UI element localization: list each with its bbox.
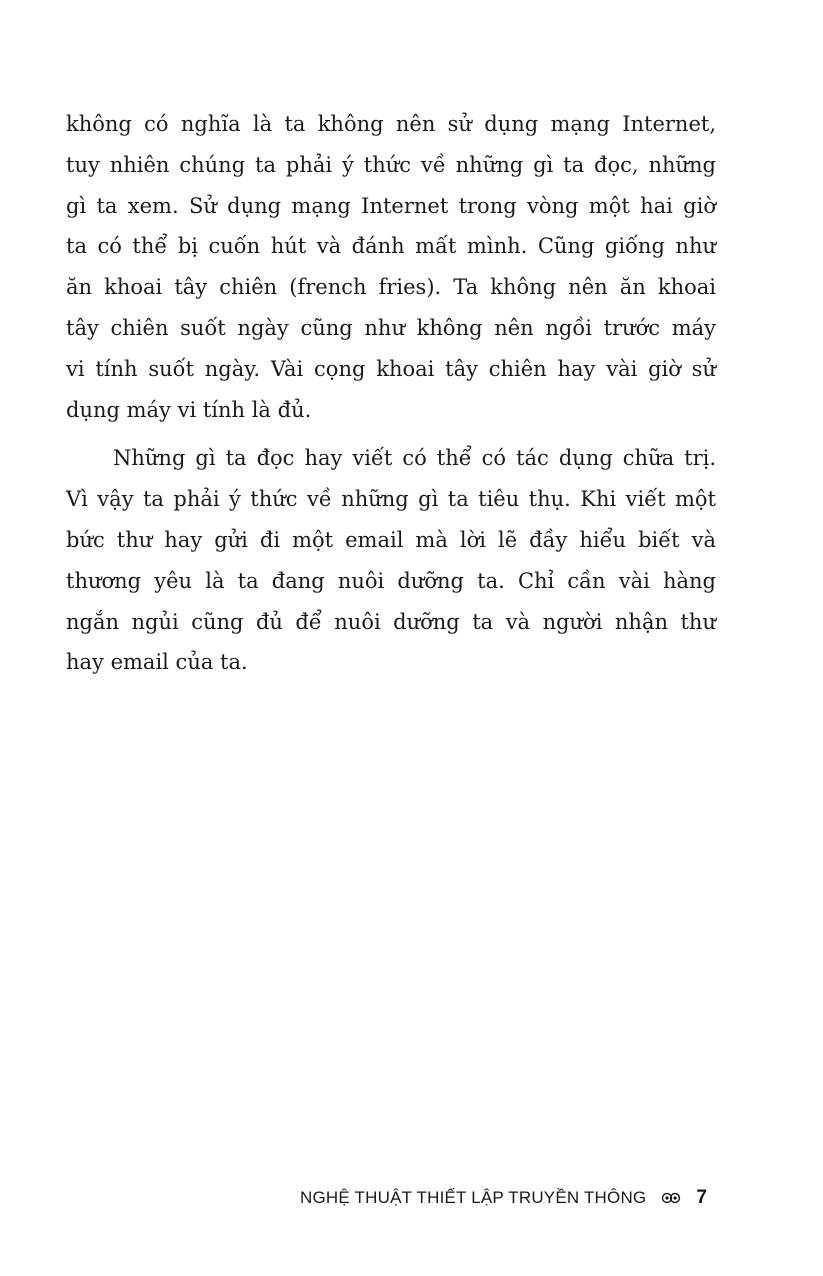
page-footer	[300, 1184, 707, 1212]
paragraph-1	[66, 104, 716, 430]
paragraph-2	[66, 438, 716, 683]
text-line: Những gì ta đọc hay viết có thể có tác dụng chữa trị.	[113, 446, 716, 471]
text-line: dụng máy vi tính là đủ.	[66, 397, 312, 422]
text-line: ăn khoai tây chiên (french fries). Ta không nên ăn khoai	[66, 275, 716, 300]
text-line: ta có thể bị cuốn hút và đánh mất mình. Cũng giống như	[66, 234, 716, 259]
text-line: vi tính suốt ngày. Vài cọng khoai tây chiên hay vài giờ sử	[66, 356, 716, 381]
text-line: gì ta xem. Sử dụng mạng Internet trong vòng một hai giờ	[66, 193, 716, 218]
text-line: bức thư hay gửi đi một email mà lời lẽ đầy hiểu biết và	[66, 527, 716, 552]
body-text	[66, 104, 716, 683]
paragraph-gap	[66, 430, 716, 438]
text-line: hay email của ta.	[66, 650, 248, 675]
text-line: tây chiên suốt ngày cũng như không nên ngồi trước máy	[66, 315, 716, 340]
text-line: thương yêu là ta đang nuôi dưỡng ta. Chỉ cần vài hàng	[66, 568, 716, 593]
ornament-icon	[660, 1191, 682, 1205]
text-line: ngắn ngủi cũng đủ để nuôi dưỡng ta và người nhận thư	[66, 609, 716, 634]
text-line: không có nghĩa là ta không nên sử dụng mạng Internet,	[66, 112, 716, 136]
running-title: NGHỆ THUẬT THIẾT LẬP TRUYỀN THÔNG	[300, 1188, 647, 1207]
text-line: tuy nhiên chúng ta phải ý thức về những gì ta đọc, những	[66, 152, 716, 177]
text-line: Vì vậy ta phải ý thức về những gì ta tiêu thụ. Khi viết một	[66, 487, 716, 512]
page-number: 7	[696, 1187, 707, 1208]
